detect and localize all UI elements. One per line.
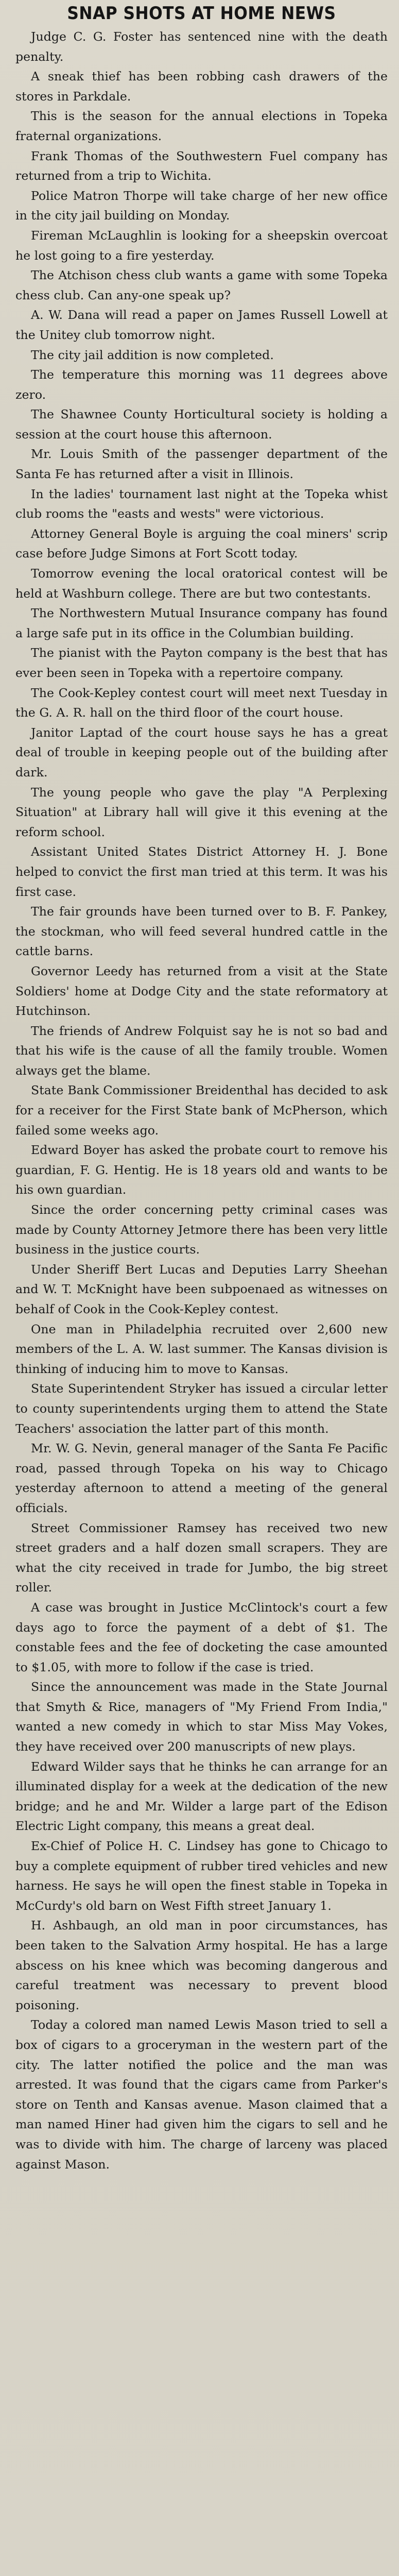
news-item: Ex-Chief of Police H. C. Lindsey has gone to Chicago to buy a complete equipment of rubber tired vehicles and new harness. He says he will open the finest stable in Topeka in McCurdy's old barn on West Fifth street January 1. bbox=[15, 1839, 388, 1913]
news-item: Frank Thomas of the Southwestern Fuel company has returned from a trip to Wichita. bbox=[15, 148, 388, 183]
news-item: A. W. Dana will read a paper on James Russell Lowell at the Unitey club tomorrow night. bbox=[15, 308, 388, 342]
news-item: Tomorrow evening the local oratorical contest will be held at Washburn college. There are but two contestants. bbox=[15, 566, 388, 601]
news-item: Attorney General Boyle is arguing the coal miners' scrip case before Judge Simons at Fort Scott today. bbox=[15, 526, 388, 561]
news-item: State Bank Commissioner Breidenthal has decided to ask for a receiver for the First State bank of McPherson, which failed some weeks ago. bbox=[15, 1083, 388, 1138]
news-item: The friends of Andrew Folquist say he is not so bad and that his wife is the cause of all the family trouble. Women always get the blame. bbox=[15, 1023, 388, 1078]
news-item: Street Commissioner Ramsey has received two new street graders and a half dozen small scrapers. They are what the city received in trade for Jumbo, the big street roller. bbox=[15, 1520, 388, 1595]
news-item: Mr. W. G. Nevin, general manager of the Santa Fe Pacific road, passed through Topeka on his way to Chicago yesterday afternoon to attend a meeting of the general officials. bbox=[15, 1441, 388, 1515]
news-item: Today a colored man named Lewis Mason tried to sell a box of cigars to a groceryman in the western part of the city. The latter notified the police and the man was arrested. It was found that the cigars came from Parker's store on Tenth and Kansas avenue. Mason claimed that a man named Hiner had given him the cigars to sell and he was to divide with him. The charge of larceny was placed against Mason. bbox=[15, 2018, 388, 2172]
news-item: Police Matron Thorpe will take charge of her new office in the city jail building on Monday. bbox=[15, 188, 388, 223]
news-item: The Cook-Kepley contest court will meet next Tuesday in the G. A. R. hall on the third floor of the court house. bbox=[15, 685, 388, 720]
news-item: Since the announcement was made in the State Journal that Smyth & Rice, managers of "My Friend From India," wanted a new comedy in which to star Miss May Vokes, they have received over 200 manuscripts of new plays. bbox=[15, 1680, 388, 1754]
news-item: Governor Leedy has returned from a visit at the State Soldiers' home at Dodge City and the state reformatory at Hutchinson. bbox=[15, 963, 388, 1019]
news-item: The Atchison chess club wants a game with some Topeka chess club. Can any-one speak up? bbox=[15, 268, 388, 302]
news-item: A sneak thief has been robbing cash drawers of the stores in Parkdale. bbox=[15, 69, 388, 104]
news-item: H. Ashbaugh, an old man in poor circumstances, has been taken to the Salvation Army hospital. He has a large abscess on his knee which was becoming dangerous and careful treatment was necessary to prevent blood poisoning. bbox=[15, 1918, 388, 2012]
news-item: Judge C. G. Foster has sentenced nine with the death penalty. bbox=[15, 29, 388, 64]
news-item: Under Sheriff Bert Lucas and Deputies Larry Sheehan and W. T. McKnight have been subpoenaed as witnesses on behalf of Cook in the Cook-Kepley contest. bbox=[15, 1262, 388, 1316]
news-item: Edward Wilder says that he thinks he can arrange for an illuminated display for a week at the dedication of the new bridge; and he and Mr. Wilder a large part of the Edison Electric Light company, this means a great deal. bbox=[15, 1759, 388, 1834]
news-item: One man in Philadelphia recruited over 2,600 new members of the L. A. W. last summer. The Kansas division is thinking of inducing him to move to Kansas. bbox=[15, 1321, 388, 1376]
news-item: Assistant United States District Attorney H. J. Bone helped to convict the first man tried at this term. It was his first case. bbox=[15, 844, 388, 899]
news-item: A case was brought in Justice McClintock's court a few days ago to force the payment of a debt of $1. The constable fees and the fee of docketing the case amounted to $1.05, with more to follow if the case is tried. bbox=[15, 1600, 388, 1674]
news-item: The pianist with the Payton company is the best that has ever been seen in Topeka with a repertoire company. bbox=[15, 646, 388, 680]
news-item: State Superintendent Stryker has issued a circular letter to county superintendents urging them to attend the State Teachers' association the latter part of this month. bbox=[15, 1381, 388, 1436]
news-item: This is the season for the annual elections in Topeka fraternal organizations. bbox=[15, 109, 388, 143]
news-item: Janitor Laptad of the court house says he has a great deal of trouble in keeping people out of the building after dark. bbox=[15, 725, 388, 779]
news-item: The fair grounds have been turned over to B. F. Pankey, the stockman, who will feed several hundred cattle in the cattle barns. bbox=[15, 904, 388, 959]
news-item: Fireman McLaughlin is looking for a sheepskin overcoat he lost going to a fire yesterday. bbox=[15, 228, 388, 263]
news-item: Since the order concerning petty criminal cases was made by County Attorney Jetmore there has been very little business in the justice courts. bbox=[15, 1202, 388, 1257]
news-item: The Shawnee County Horticultural society is holding a session at the court house this afternoon. bbox=[15, 407, 388, 442]
news-item: Edward Boyer has asked the probate court to remove his guardian, F. G. Hentig. He is 18 years old and wants to be his own guardian. bbox=[15, 1143, 388, 1197]
news-item: The young people who gave the play "A Perplexing Situation" at Library hall will give it this evening at the reform school. bbox=[15, 785, 388, 839]
news-items bbox=[15, 27, 388, 2174]
headline: SNAP SHOTS AT HOME NEWS bbox=[67, 3, 336, 24]
news-item: The city jail addition is now completed. bbox=[31, 347, 274, 362]
news-item: The Northwestern Mutual Insurance company has found a large safe put in its office in the Columbian building. bbox=[15, 606, 388, 640]
news-item: In the ladies' tournament last night at the Topeka whist club rooms the "easts and wests" were victorious. bbox=[15, 486, 388, 521]
news-item: The temperature this morning was 11 degrees above zero. bbox=[15, 367, 388, 402]
news-item: Mr. Louis Smith of the passenger department of the Santa Fe has returned after a visit in Illinois. bbox=[15, 447, 388, 482]
